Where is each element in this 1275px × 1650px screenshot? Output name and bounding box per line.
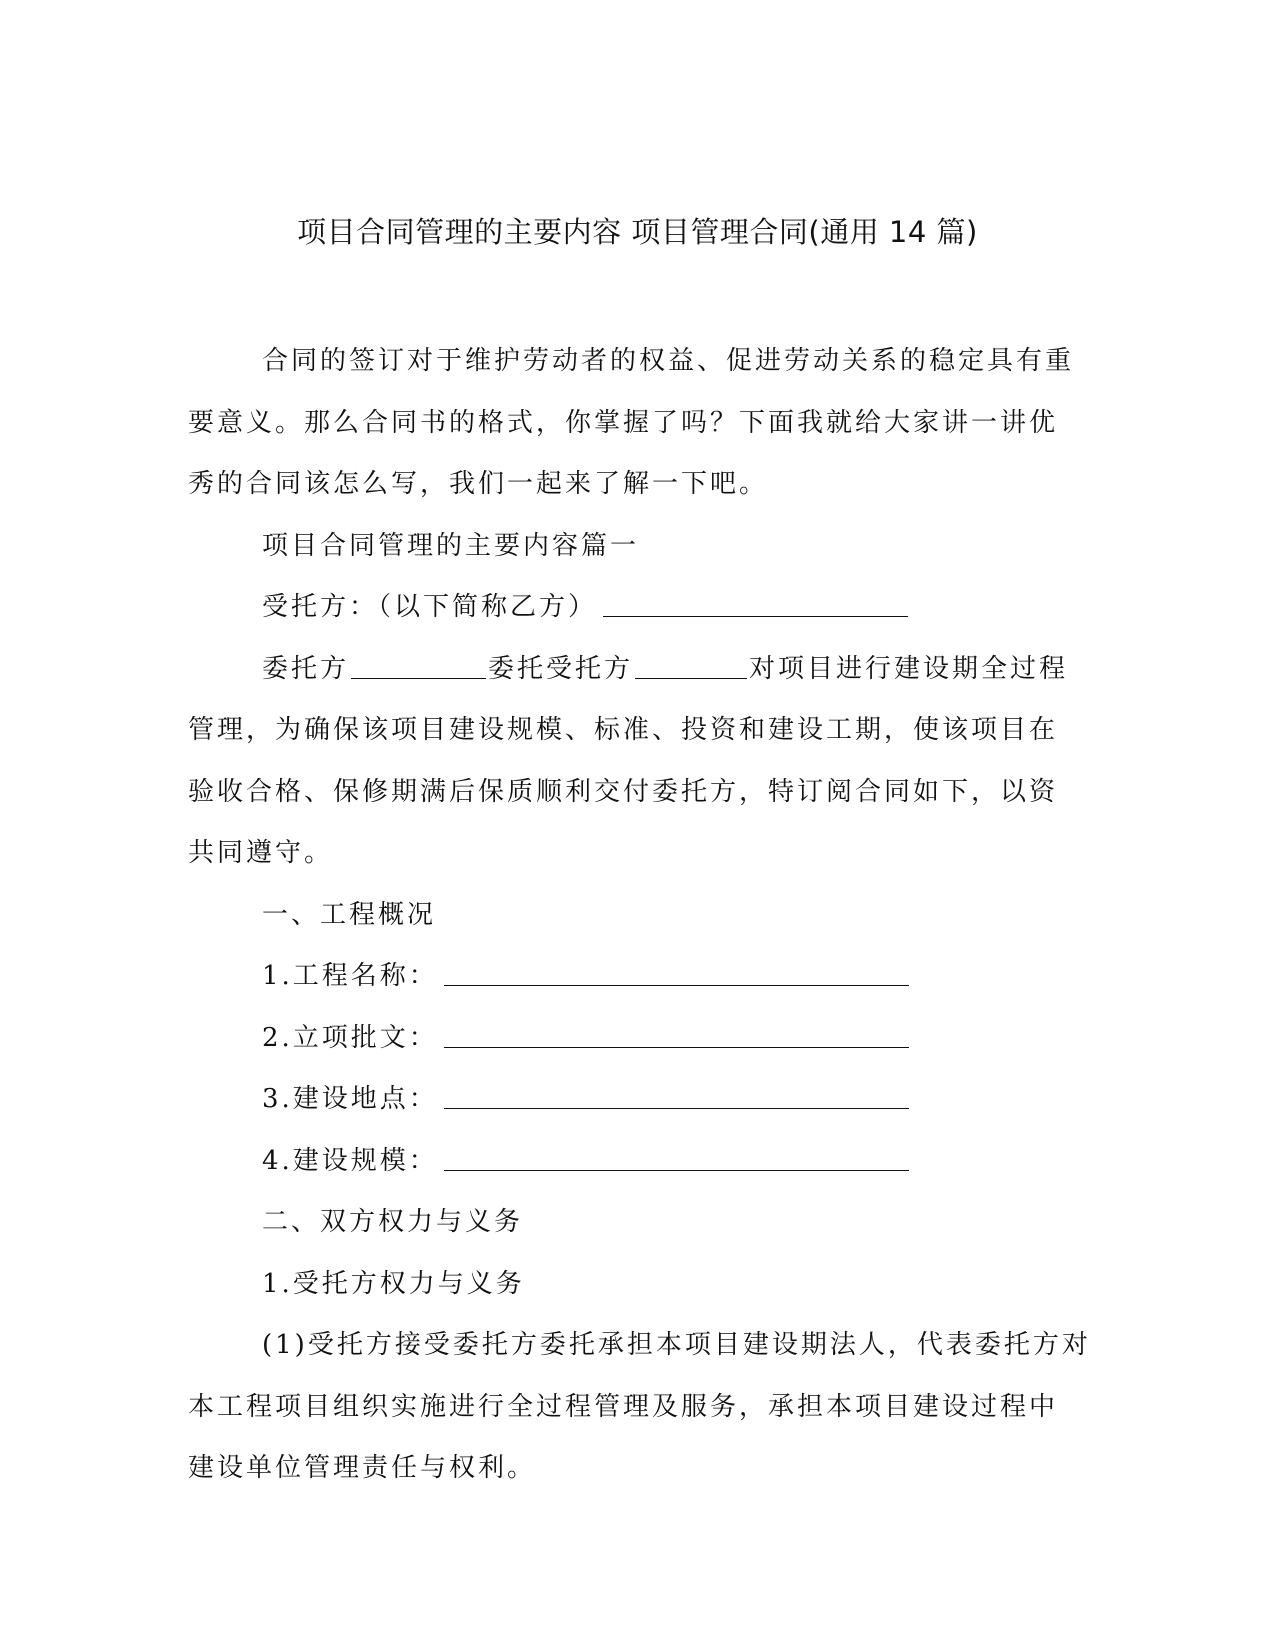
field-blank xyxy=(444,1146,909,1171)
intro-line-1: 合同的签订对于维护劳动者的权益、促进劳动关系的稳定具有重 xyxy=(262,346,1075,376)
para2-line-1 xyxy=(188,639,1078,701)
sub-one-heading: 1.受托方权力与义务 xyxy=(262,1268,525,1299)
intro-line-2: 要意义。那么合同书的格式，你掌握了吗？下面我就给大家讲一讲优 xyxy=(188,407,1059,438)
field-blank xyxy=(444,1023,909,1048)
trustee-name-blank xyxy=(635,654,747,679)
part-one-heading: 一、工程概况 xyxy=(262,899,437,930)
para2-line-2: 管理，为确保该项目建设规模、标准、投资和建设工期，使该项目在 xyxy=(188,715,1059,745)
field-label: 1.工程名称： xyxy=(262,961,438,991)
section-heading: 项目合同管理的主要内容篇一 xyxy=(262,530,640,561)
para2-part-2: 委托受托方 xyxy=(488,653,634,684)
item1-line-1: (1)受托方接受委托方委托承担本项目建设期法人，代表委托方对 xyxy=(262,1330,1091,1360)
trustee-line xyxy=(188,577,1078,639)
field-label: 3.建设地点： xyxy=(262,1084,438,1114)
field-row xyxy=(188,1069,1078,1131)
trustee-blank xyxy=(603,592,908,617)
document-body xyxy=(188,331,1091,1500)
para2-line-3: 验收合格、保修期满后保质顺利交付委托方，特订阅合同如下，以资 xyxy=(188,776,1059,807)
document-title: 项目合同管理的主要内容 项目管理合同(通用 14 篇) xyxy=(297,215,978,249)
trustee-label: 受托方：（以下简称乙方） xyxy=(262,592,598,622)
para2-line-4: 共同遵守。 xyxy=(188,838,334,868)
item1-line-3: 建设单位管理责任与权利。 xyxy=(188,1453,537,1483)
intro-line-3: 秀的合同该怎么写，我们一起来了解一下吧。 xyxy=(188,469,769,499)
part-two-heading: 二、双方权力与义务 xyxy=(262,1207,524,1237)
field-row xyxy=(188,1008,1078,1070)
item1-line-2: 本工程项目组织实施进行全过程管理及服务，承担本项目建设过程中 xyxy=(188,1391,1059,1422)
client-blank xyxy=(351,654,486,679)
para2-part-1: 委托方 xyxy=(262,653,350,684)
field-label: 4.建设规模： xyxy=(262,1145,438,1176)
field-label: 2.立项批文： xyxy=(262,1022,438,1053)
para2-part-3: 对项目进行建设期全过程 xyxy=(749,653,1069,684)
field-blank xyxy=(444,1084,909,1109)
field-blank xyxy=(444,961,909,986)
field-row xyxy=(188,946,1078,1008)
field-row xyxy=(188,1131,1078,1193)
